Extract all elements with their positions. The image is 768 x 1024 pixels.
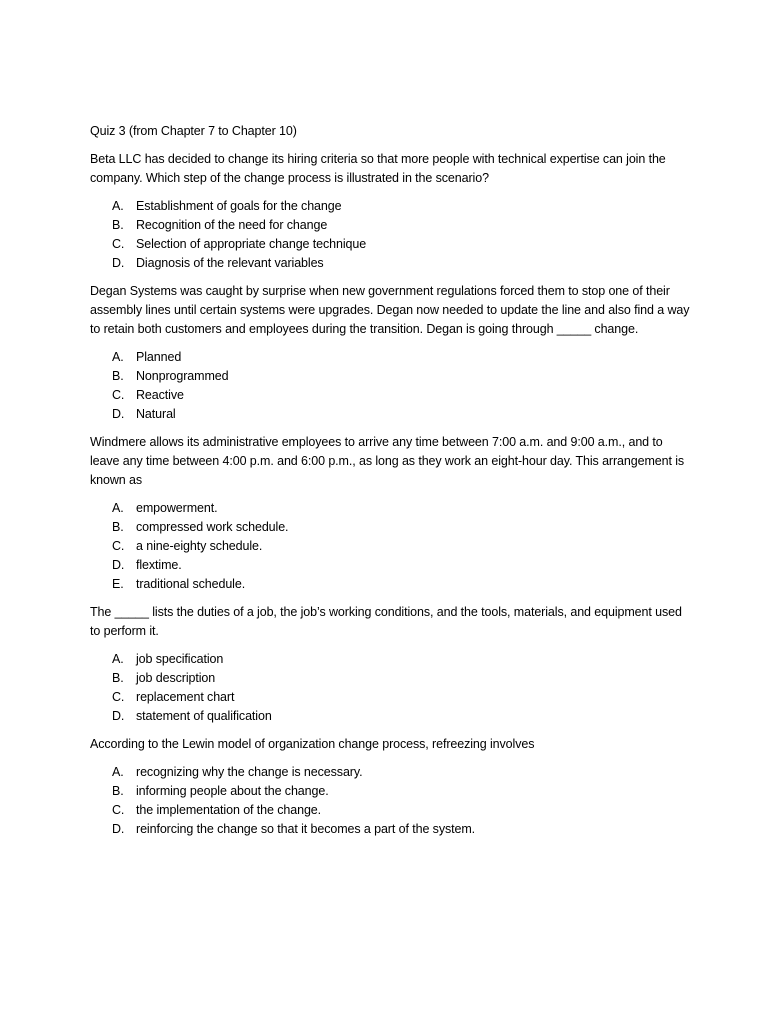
option (112, 216, 690, 235)
option-text: job description (136, 671, 216, 685)
option-letter: D. (112, 822, 125, 836)
option-text: Planned (136, 350, 182, 364)
option-text: job specification (136, 652, 224, 666)
option-text: reinforcing the change so that it becomes a part of the system. (136, 822, 476, 836)
option (112, 405, 690, 424)
option (112, 197, 690, 216)
option (112, 801, 690, 820)
question-4-options (90, 650, 690, 726)
option (112, 386, 690, 405)
option-text: replacement chart (136, 690, 235, 704)
option-text: Natural (136, 407, 176, 421)
option (112, 348, 690, 367)
option (112, 688, 690, 707)
option (112, 556, 690, 575)
option (112, 235, 690, 254)
question-3-options (90, 499, 690, 594)
option (112, 763, 690, 782)
option (112, 575, 690, 594)
option-text: empowerment. (136, 501, 218, 515)
question-1-text: Beta LLC has decided to change its hiring criteria so that more people with technical expertise can join the company. Which step of the change process is illustrated in the scenario? (90, 152, 666, 185)
option-letter: B. (112, 369, 124, 383)
option (112, 518, 690, 537)
option (112, 782, 690, 801)
option-text: the implementation of the change. (136, 803, 322, 817)
option-letter: B. (112, 784, 124, 798)
option-letter: C. (112, 388, 125, 402)
option-text: Recognition of the need for change (136, 218, 328, 232)
option (112, 254, 690, 273)
quiz-title: Quiz 3 (from Chapter 7 to Chapter 10) (90, 124, 297, 138)
option-letter: E. (112, 577, 124, 591)
option-text: Nonprogrammed (136, 369, 229, 383)
option-letter: D. (112, 709, 125, 723)
option-text: flextime. (136, 558, 182, 572)
option-letter: C. (112, 237, 125, 251)
option-letter: A. (112, 199, 124, 213)
option-letter: A. (112, 501, 124, 515)
option-text: traditional schedule. (136, 577, 246, 591)
option-text: Reactive (136, 388, 184, 402)
option-letter: C. (112, 690, 125, 704)
option-letter: B. (112, 671, 124, 685)
option-letter: C. (112, 803, 125, 817)
option (112, 367, 690, 386)
option (112, 499, 690, 518)
option-letter: D. (112, 256, 125, 270)
option-letter: C. (112, 539, 125, 553)
option-letter: D. (112, 558, 125, 572)
option-text: Establishment of goals for the change (136, 199, 342, 213)
question-2-options (90, 348, 690, 424)
option-letter: A. (112, 652, 124, 666)
option-letter: A. (112, 765, 124, 779)
option-text: Selection of appropriate change technique (136, 237, 367, 251)
question-4-text: The _____ lists the duties of a job, the job’s working conditions, and the tools, materials, and equipment used to perform it. (90, 605, 682, 638)
option (112, 650, 690, 669)
question-3-text: Windmere allows its administrative employees to arrive any time between 7:00 a.m. and 9:00 a.m., and to leave any time between 4:00 p.m. and 6:00 p.m., as long as they work an eight-hour day. This arrangement is known as (90, 435, 685, 487)
question-2-text: Degan Systems was caught by surprise when new government regulations forced them to stop one of their assembly lines until certain systems were upgrades. Degan now needed to update the line and also find a way to retain both customers and employees during the transition. Degan is going through _____ change. (90, 284, 690, 336)
option-text: a nine-eighty schedule. (136, 539, 263, 553)
option-text: recognizing why the change is necessary. (136, 765, 363, 779)
option-text: Diagnosis of the relevant variables (136, 256, 324, 270)
question-1-options (90, 197, 690, 273)
option-letter: D. (112, 407, 125, 421)
option-letter: B. (112, 520, 124, 534)
option (112, 537, 690, 556)
document-content (90, 122, 690, 848)
question-5-text: According to the Lewin model of organization change process, refreezing involves (90, 737, 535, 751)
option-text: informing people about the change. (136, 784, 329, 798)
option-text: statement of qualification (136, 709, 272, 723)
option (112, 820, 690, 839)
option (112, 669, 690, 688)
option-text: compressed work schedule. (136, 520, 289, 534)
option-letter: A. (112, 350, 124, 364)
option (112, 707, 690, 726)
question-5-options (90, 763, 690, 839)
option-letter: B. (112, 218, 124, 232)
